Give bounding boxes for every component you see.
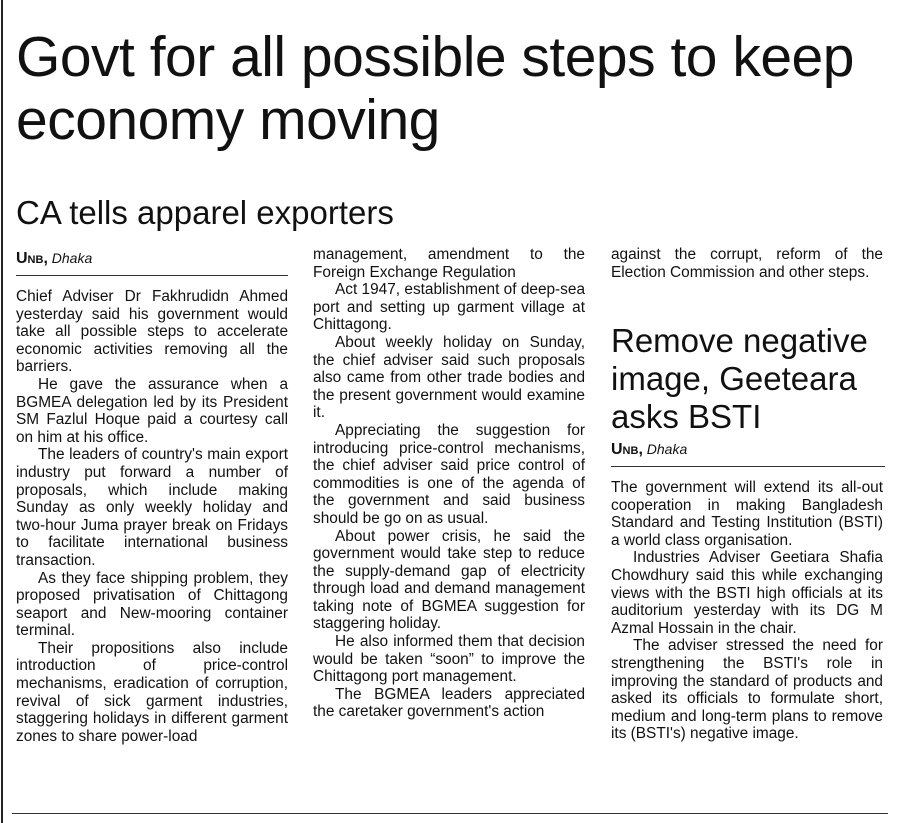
bottom-rule <box>12 813 888 814</box>
paragraph: The leaders of country's main export industry put forward a number of proposals, which include making Sunday as only weekly holiday and two-hour Juma prayer break on Fridays to facilitate international business transaction. <box>16 446 288 569</box>
left-column-rule <box>1 0 3 823</box>
byline-place: Dhaka <box>51 250 93 266</box>
paragraph: The government will extend its all-out cooperation in making Bangladesh Standard and Testing Institution (BSTI) a world class organisation. <box>611 479 883 549</box>
article-column-1 <box>16 288 288 745</box>
byline-place: Dhaka <box>646 441 688 457</box>
paragraph: About weekly holiday on Sunday, the chief adviser said such proposals also came from other trade bodies and the present government would examine it. <box>313 333 585 422</box>
side-article-column <box>611 479 883 743</box>
paragraph: He gave the assurance when a BGMEA delegation led by its President SM Fazlul Hoque paid a courtesy call on him at his office. <box>16 375 288 446</box>
paragraph: Their propositions also include introduction of price-control mechanisms, eradication of corruption, revival of sick garment industries, staggering holidays in different garment zones to share power-load <box>16 639 288 745</box>
paragraph: management, amendment to the Foreign Exchange Regulation <box>313 246 585 281</box>
article-column-3 <box>611 246 883 281</box>
paragraph: About power crisis, he said the government would take step to reduce the supply-demand gap of electricity through load and demand management taking note of BGMEA suggestion for staggering holiday. <box>313 527 585 633</box>
side-byline-rule <box>611 466 885 467</box>
side-byline <box>611 440 687 459</box>
main-headline: Govt for all possible steps to keep economy moving <box>16 25 854 152</box>
paragraph: The BGMEA leaders appreciated the caretaker government's action <box>313 685 585 721</box>
byline-agency: Unb, <box>611 441 643 458</box>
main-byline <box>16 249 92 268</box>
paragraph: Act 1947, establishment of deep-sea port and setting up garment village at Chittagong. <box>313 281 585 334</box>
byline-rule <box>16 275 288 276</box>
paragraph: Chief Adviser Dr Fakhrudidn Ahmed yesterday said his government would take all possible steps to accelerate economic activities removing all the barriers. <box>16 288 288 376</box>
paragraph: As they face shipping problem, they proposed privatisation of Chittagong seaport and New-mooring container terminal. <box>16 569 288 640</box>
paragraph: Industries Adviser Geetiara Shafia Chowdhury said this while exchanging views with the BSTI high officials at its auditorium yesterday with its DG M Azmal Hossain in the chair. <box>611 549 883 637</box>
byline-agency: Unb, <box>16 250 48 267</box>
paragraph: against the corrupt, reform of the Election Commission and other steps. <box>611 246 883 281</box>
article-column-2 <box>313 246 585 721</box>
side-headline: Remove negative image, Geeteara asks BSTI <box>611 322 868 435</box>
paragraph: The adviser stressed the need for strengthening the BSTI's role in improving the standard of products and asked its officials to formulate short, medium and long-term plans to remove its (BSTI's) negative image. <box>611 637 883 743</box>
paragraph: He also informed them that decision would be taken “soon” to improve the Chittagong port management. <box>313 633 585 686</box>
main-subhead: CA tells apparel exporters <box>16 194 394 231</box>
paragraph: Appreciating the suggestion for introducing price-control mechanisms, the chief adviser said price control of commodities is one of the agenda of the government and said business should be go on as usual. <box>313 421 585 527</box>
